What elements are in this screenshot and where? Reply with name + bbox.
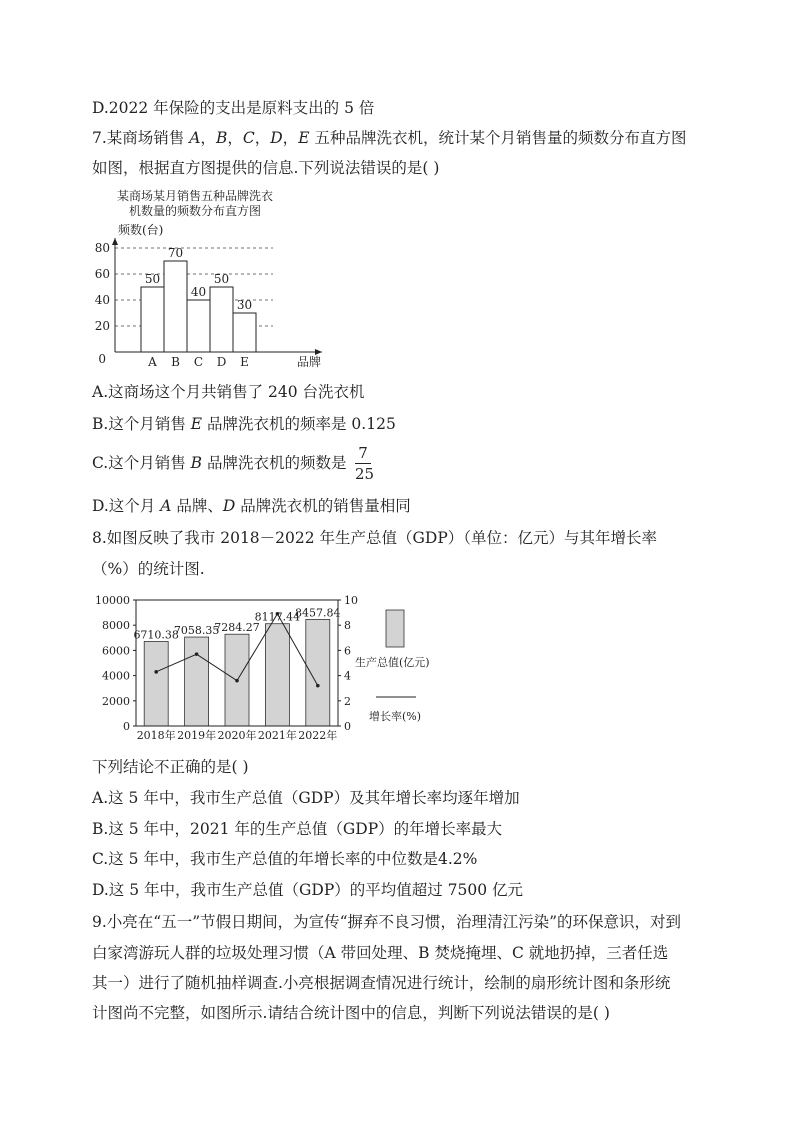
histogram-x-axis-label: 品牌 [297,355,322,369]
bar-value-label: 30 [236,298,253,312]
bar-value-label: 50 [144,272,161,286]
q7-option-d-text: 品牌、 [171,497,223,515]
legend-bar-swatch [386,610,404,647]
q7-option-c-text: C.这个月销售 [92,454,191,472]
q7-option-b [92,414,396,434]
x-tick-label: A [148,355,157,369]
right-tick-label: 6 [344,644,351,658]
brand-a: A [160,497,172,515]
brand-e: E [298,129,310,147]
bar-value-label: 40 [190,285,207,299]
brand-b: B [215,129,228,147]
q7-option-b-text: 品牌洗衣机的频率是 0.125 [202,415,396,433]
growth-rate-point [235,679,239,683]
histogram-bars [141,246,256,369]
q7-sep: ， [282,129,299,147]
q8-stem-line1: 8.如图反映了我市 2018－2022 年生产总值（GDP）（单位：亿元）与其年增长率 [92,529,658,547]
gdp-bar [144,641,168,726]
q7-option-d-text: 品牌洗衣机的销售量相同 [235,497,411,515]
bar-value-label: 50 [213,272,230,286]
brand-d: D [270,129,283,147]
brand-d: D [222,497,236,515]
histogram-bar [141,287,164,352]
brand-a: A [189,129,201,147]
histogram-y-axis-label: 频数(台) [118,223,164,237]
q7-option-d [92,496,411,516]
y-tick-label: 20 [94,319,110,333]
q8-stem-line2: （%）的统计图. [92,560,205,578]
gdp-bar [185,637,209,726]
q8-option-d: D.这 5 年中，我市生产总值（GDP）的平均值超过 7500 亿元 [92,881,524,899]
histogram-chart [90,186,340,374]
gdp-value-label: 8117.44 [254,610,301,624]
q7-option-c [92,453,347,473]
histogram-bar [164,261,187,352]
x-tick-label: C [193,355,204,369]
q7-sep: ， [200,129,216,147]
q7-stem-line2: 如图，根据直方图提供的信息.下列说法错误的是( ) [92,159,440,177]
q9-stem-line4: 计图尚不完整，如图所示.请结合统计图中的信息，判断下列说法错误的是( ) [92,1004,610,1022]
y-tick-label: 0 [98,352,106,366]
left-tick-label: 6000 [102,644,130,658]
gdp-value-label: 7058.35 [173,624,220,638]
gdp-value-label: 8457.84 [295,606,341,620]
brand-b: B [190,454,203,472]
q7-text: 7.某商场销售 [92,129,190,147]
right-tick-label: 2 [344,694,351,708]
right-tick-label: 8 [344,619,351,633]
gdp-chart [90,590,460,748]
q7-text: 五种品牌洗衣机，统计某个月销售量的频数分布直方图 [309,129,687,147]
legend-gdp-label: 生产总值(亿元) [355,656,430,669]
fraction-numerator: 7 [358,444,368,462]
brand-c: C [242,129,255,147]
histogram-bar [187,300,210,352]
left-tick-label: 0 [123,720,130,733]
growth-rate-point [195,652,199,656]
right-tick-label: 0 [344,720,351,733]
gdp-bar [306,619,330,726]
gdp-value-label: 6710.38 [133,628,179,642]
q8-option-a: A.这 5 年中，我市生产总值（GDP）及其年增长率均逐年增加 [92,789,520,807]
brand-e: E [190,415,203,433]
growth-rate-point [316,684,320,688]
x-tick-label: 2022年 [298,729,338,742]
histogram-title-line1: 某商场某月销售五种品牌洗衣 [116,189,274,203]
right-tick-label: 10 [344,594,358,607]
q7-option-b-text: B.这个月销售 [92,415,191,433]
q7-option-a: A.这商场这个月共销售了 240 台洗衣机 [92,383,365,401]
x-tick-label: B [171,355,180,369]
legend-growth-label: 增长率(%) [369,710,422,723]
prev-option-d: D.2022 年保险的支出是原料支出的 5 倍 [92,99,375,117]
x-tick-label: 2021年 [257,729,297,742]
y-tick-label: 80 [94,241,110,255]
q7-option-c-text: 品牌洗衣机的频数是 [202,454,347,472]
q9-stem-line1: 9.小亮在“五一”节假日期间，为宣传“摒弃不良习惯，治理清江污染”的环保意识，对到 [92,913,681,931]
q7-sep: ， [254,129,271,147]
y-tick-label: 40 [94,293,110,307]
bar-value-label: 70 [167,246,184,260]
histogram-title-line2: 机数量的频数分布直方图 [128,204,262,218]
y-axis-arrow [112,238,118,245]
left-tick-label: 10000 [95,594,130,607]
q7-stem-line1 [92,128,686,148]
q8-ask: 下列结论不正确的是( ) [92,758,249,776]
left-tick-label: 4000 [102,669,130,683]
q8-option-c: C.这 5 年中，我市生产总值的年增长率的中位数是4.2% [92,850,478,868]
right-tick-label: 4 [344,669,351,683]
histogram-bar [233,313,256,352]
x-tick-label: 2019年 [177,729,217,742]
q9-stem-line2: 白家湾游玩人群的垃圾处理习惯（A 带回处理、B 焚烧掩埋、C 就地扔掉，三者任选 [92,944,669,962]
fraction-7-over-25 [355,444,375,483]
q7-sep: ， [227,129,243,147]
x-tick-label: D [216,355,227,369]
q9-stem-line3: 其一）进行了随机抽样调查.小亮根据调查情况进行统计，绘制的扇形统计图和条形统 [92,974,671,992]
gdp-bar [265,624,289,726]
histogram-bar [210,287,233,352]
q7-option-d-text: D.这个月 [92,497,161,515]
x-tick-label: 2020年 [217,729,257,742]
y-tick-label: 60 [94,267,110,281]
x-tick-label: 2018年 [136,729,176,742]
q8-option-b: B.这 5 年中，2021 年的生产总值（GDP）的年增长率最大 [92,820,503,838]
left-tick-label: 8000 [102,619,130,633]
x-tick-label: E [240,355,249,369]
fraction-denominator: 25 [355,465,375,483]
growth-rate-point [154,670,158,674]
left-tick-label: 2000 [102,694,130,708]
gdp-value-label: 7284.27 [214,621,260,635]
